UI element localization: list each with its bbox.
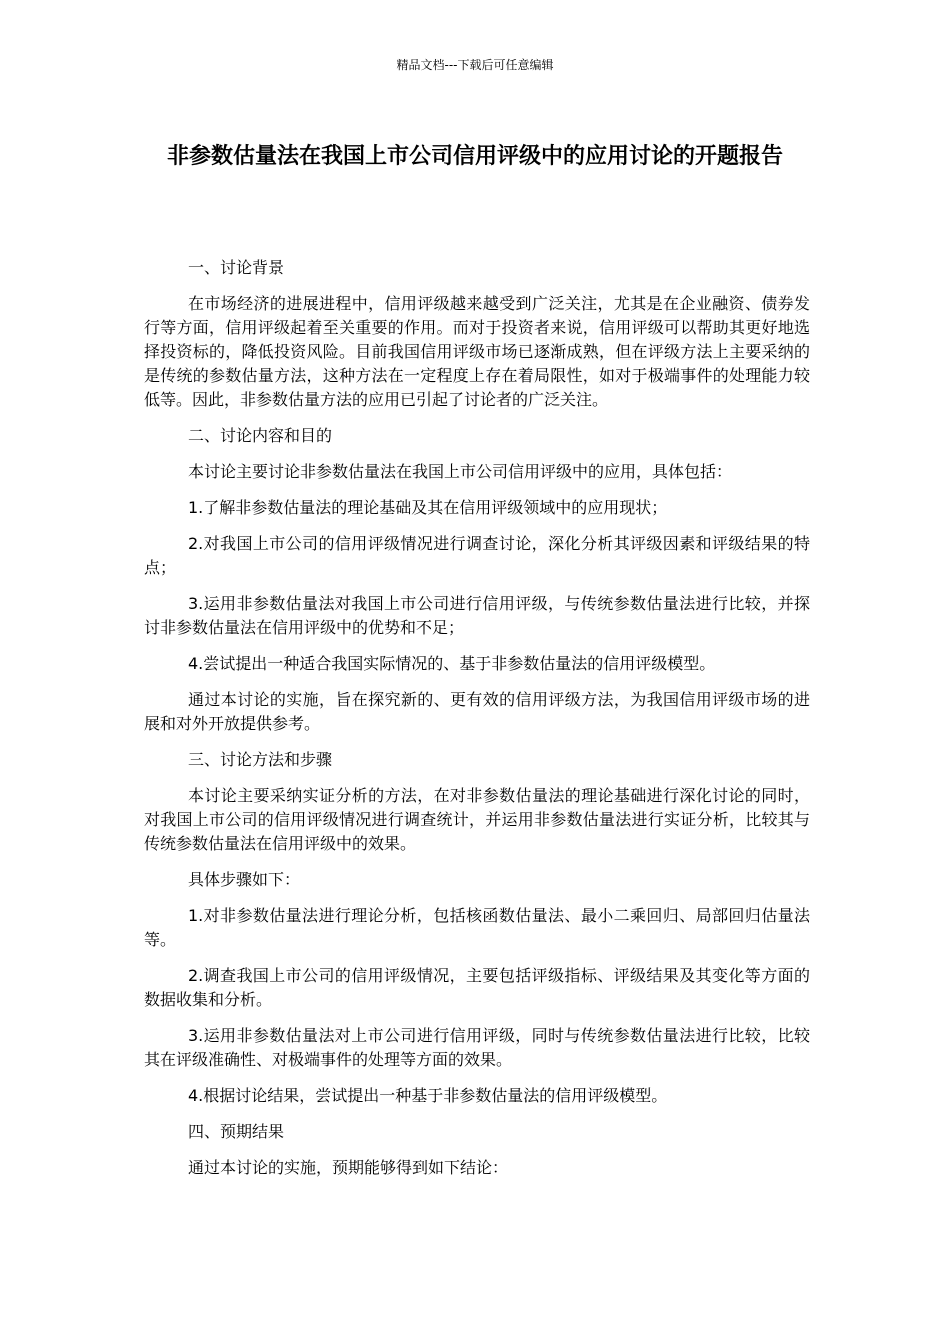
section-heading-methods: 三、讨论方法和步骤 [188,750,333,769]
list-item-content-3: 3.运用非参数估量法对我国上市公司进行信用评级，与传统参数估量法进行比较，并探讨非参数估量法在信用评级中的优势和不足； [144,594,810,637]
paragraph-content-intro: 本讨论主要讨论非参数估量法在我国上市公司信用评级中的应用，具体包括： [188,462,733,481]
section-heading-background: 一、讨论背景 [188,258,285,277]
list-item-content-1: 1.了解非参数估量法的理论基础及其在信用评级领域中的应用现状； [188,498,668,517]
list-item-step-2: 2.调查我国上市公司的信用评级情况，主要包括评级指标、评级结果及其变化等方面的数据收集和分析。 [144,966,810,1009]
header-note: 精品文档---下载后可任意编辑 [396,58,554,72]
document-title: 非参数估量法在我国上市公司信用评级中的应用讨论的开题报告 [166,144,783,169]
document-body [144,256,810,1192]
list-item-step-3: 3.运用非参数估量法对上市公司进行信用评级，同时与传统参数估量法进行比较，比较其在评级准确性、对极端事件的处理等方面的效果。 [144,1026,810,1069]
list-item-content-2: 2.对我国上市公司的信用评级情况进行调查讨论，深化分析其评级因素和评级结果的特点； [144,534,810,577]
paragraph-background: 在市场经济的进展进程中，信用评级越来越受到广泛关注，尤其是在企业融资、债券发行等方面，信用评级起着至关重要的作用。而对于投资者来说，信用评级可以帮助其更好地选择投资标的，降低投资风险。目前我国信用评级市场已逐渐成熟，但在评级方法上主要采纳的是传统的参数估量方法，这种方法在一定程度上存在着局限性，如对于极端事件的处理能力较低等。因此，非参数估量方法的应用已引起了讨论者的广泛关注。 [144,294,810,409]
paragraph-results-intro: 通过本讨论的实施，预期能够得到如下结论： [188,1158,509,1177]
list-item-content-4: 4.尝试提出一种适合我国实际情况的、基于非参数估量法的信用评级模型。 [188,654,716,673]
paragraph-purpose: 通过本讨论的实施，旨在探究新的、更有效的信用评级方法，为我国信用评级市场的进展和对外开放提供参考。 [144,690,810,733]
section-heading-results: 四、预期结果 [188,1122,285,1141]
list-item-step-4: 4.根据讨论结果，尝试提出一种基于非参数估量法的信用评级模型。 [188,1086,668,1105]
paragraph-steps-intro: 具体步骤如下： [188,870,301,889]
list-item-step-1: 1.对非参数估量法进行理论分析，包括核函数估量法、最小二乘回归、局部回归估量法等。 [144,906,810,949]
section-heading-content: 二、讨论内容和目的 [188,426,333,445]
paragraph-methods: 本讨论主要采纳实证分析的方法，在对非参数估量法的理论基础进行深化讨论的同时，对我国上市公司的信用评级情况进行调查统计，并运用非参数估量法进行实证分析，比较其与传统参数估量法在信用评级中的效果。 [144,786,810,853]
